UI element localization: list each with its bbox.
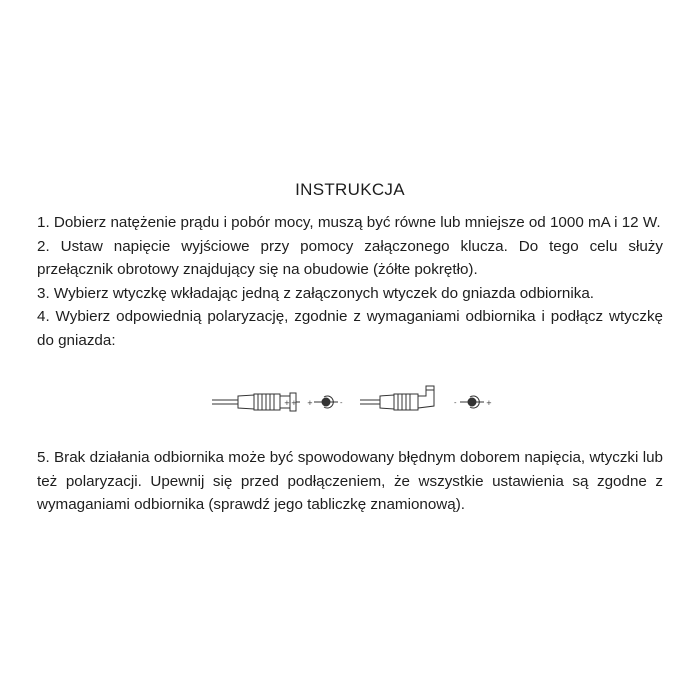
page-title: INSTRUKCJA [295,180,405,199]
plug-1-sign-a: + [284,399,290,407]
polarity-symbol-center-positive [314,396,338,408]
step-1: 1. Dobierz natężenie prądu i pobór mocy, muszą być równe lub mniejsze od 1000 mA i 12 W. [37,214,661,231]
plug-1-sign-b: + [291,399,297,407]
symbol-1-left-sign: + [307,399,313,407]
step-4: 4. Wybierz odpowiednią polaryzację, zgodnie z wymaganiami odbiornika i podłącz wtyczkę do gniazda: [37,308,663,349]
plug-2-illustration [360,386,434,410]
instructions-list [37,211,663,353]
polarity-diagram [208,380,498,430]
step-5: 5. Brak działania odbiornika może być spowodowany błędnym doborem napięcia, wtyczki lub też polaryzacji. Upewnij się przed podłączeniem, że wszystkie ustawienia są zgodne z wymaganiami odbiornika (sprawdź jego tabliczkę znamionową). [37,449,663,514]
symbol-2-left-sign: - [454,399,457,407]
symbol-2-right-sign: + [486,399,492,407]
step-2: 2. Ustaw napięcie wyjściowe przy pomocy załączonego klucza. Do tego celu służy przełącznik obrotowy znajdujący się na obudowie (żółte pokrętło). [37,237,663,279]
step-3: 3. Wybierz wtyczkę wkładając jedną z załączonych wtyczek do gniazda odbiornika. [37,284,595,302]
instructions-note [37,446,663,517]
polarity-diagram-svg [208,380,498,430]
polarity-symbol-center-negative [460,396,484,408]
symbol-1-right-sign: - [340,399,343,407]
